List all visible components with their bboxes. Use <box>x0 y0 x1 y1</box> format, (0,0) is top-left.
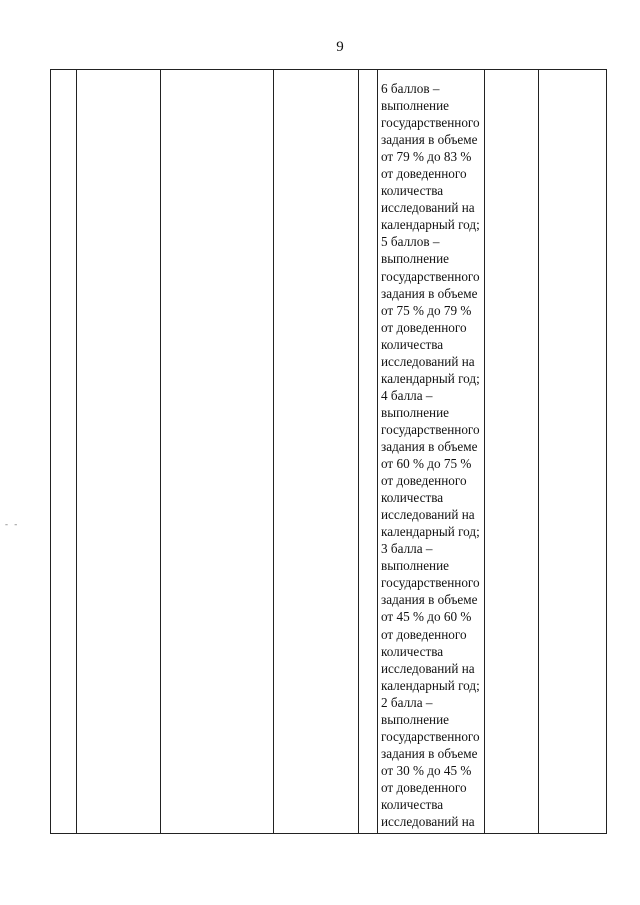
criteria-text <box>381 80 484 830</box>
criteria-line: задания в объеме <box>381 438 478 454</box>
criteria-line: 6 баллов – <box>381 81 440 96</box>
criteria-line: количества <box>381 490 444 506</box>
criteria-line: календарный год; <box>381 370 480 386</box>
criteria-line: от доведенного <box>381 319 467 335</box>
criteria-line: 3 балла – <box>381 541 433 557</box>
criteria-line: задания в объеме <box>381 285 478 301</box>
criteria-line: государственного <box>381 728 480 744</box>
criteria-line: количества <box>381 183 444 199</box>
table-cell-col-7 <box>485 70 539 834</box>
criteria-line: от 45 % до 60 % <box>381 609 472 625</box>
table-row <box>51 70 607 834</box>
criteria-line: исследований на <box>381 507 475 523</box>
criteria-line: выполнение <box>381 404 450 420</box>
table-cell-col-2 <box>77 70 161 834</box>
criteria-line: государственного <box>381 115 480 131</box>
table-cell-col-8 <box>539 70 607 834</box>
criteria-line: задания в объеме <box>381 745 478 761</box>
criteria-line: выполнение <box>381 711 450 727</box>
criteria-line: задания в объеме <box>381 132 478 148</box>
criteria-line: государственного <box>381 421 480 437</box>
criteria-line: календарный год; <box>381 217 480 233</box>
criteria-line: выполнение <box>381 98 450 114</box>
criteria-line: от доведенного <box>381 473 467 489</box>
criteria-cell <box>378 70 485 834</box>
criteria-line: количества <box>381 643 444 659</box>
criteria-line: от доведенного <box>381 166 467 182</box>
document-table <box>50 69 607 834</box>
criteria-line: исследований на <box>381 660 475 676</box>
margin-mark: - - <box>5 519 20 529</box>
criteria-line: задания в объеме <box>381 592 478 608</box>
criteria-line: от 60 % до 75 % <box>381 456 472 472</box>
criteria-line: от доведенного <box>381 779 467 795</box>
criteria-line: 2 балла – <box>381 694 433 710</box>
criteria-line: исследований на <box>381 200 475 216</box>
table-cell-col-5 <box>359 70 378 834</box>
table-cell-col-1 <box>51 70 77 834</box>
criteria-line: количества <box>381 796 444 812</box>
criteria-line: календарный год; <box>381 524 480 540</box>
criteria-line: календарный год; <box>381 677 480 693</box>
criteria-line: от 79 % до 83 % <box>381 149 472 165</box>
criteria-line: выполнение <box>381 558 450 574</box>
table-cell-col-4 <box>274 70 359 834</box>
criteria-line: исследований на <box>381 353 475 369</box>
criteria-line: 5 баллов – <box>381 234 440 250</box>
criteria-line: государственного <box>381 268 480 284</box>
page-number: 9 <box>336 39 344 55</box>
table-cell-col-3 <box>161 70 274 834</box>
criteria-line: количества <box>381 336 444 352</box>
criteria-line: от 30 % до 45 % <box>381 762 472 778</box>
criteria-line: 4 балла – <box>381 387 433 403</box>
criteria-line: от доведенного <box>381 626 467 642</box>
criteria-line: исследований на <box>381 814 475 830</box>
criteria-line: выполнение <box>381 251 450 267</box>
criteria-line: от 75 % до 79 % <box>381 302 472 318</box>
criteria-line: государственного <box>381 575 480 591</box>
